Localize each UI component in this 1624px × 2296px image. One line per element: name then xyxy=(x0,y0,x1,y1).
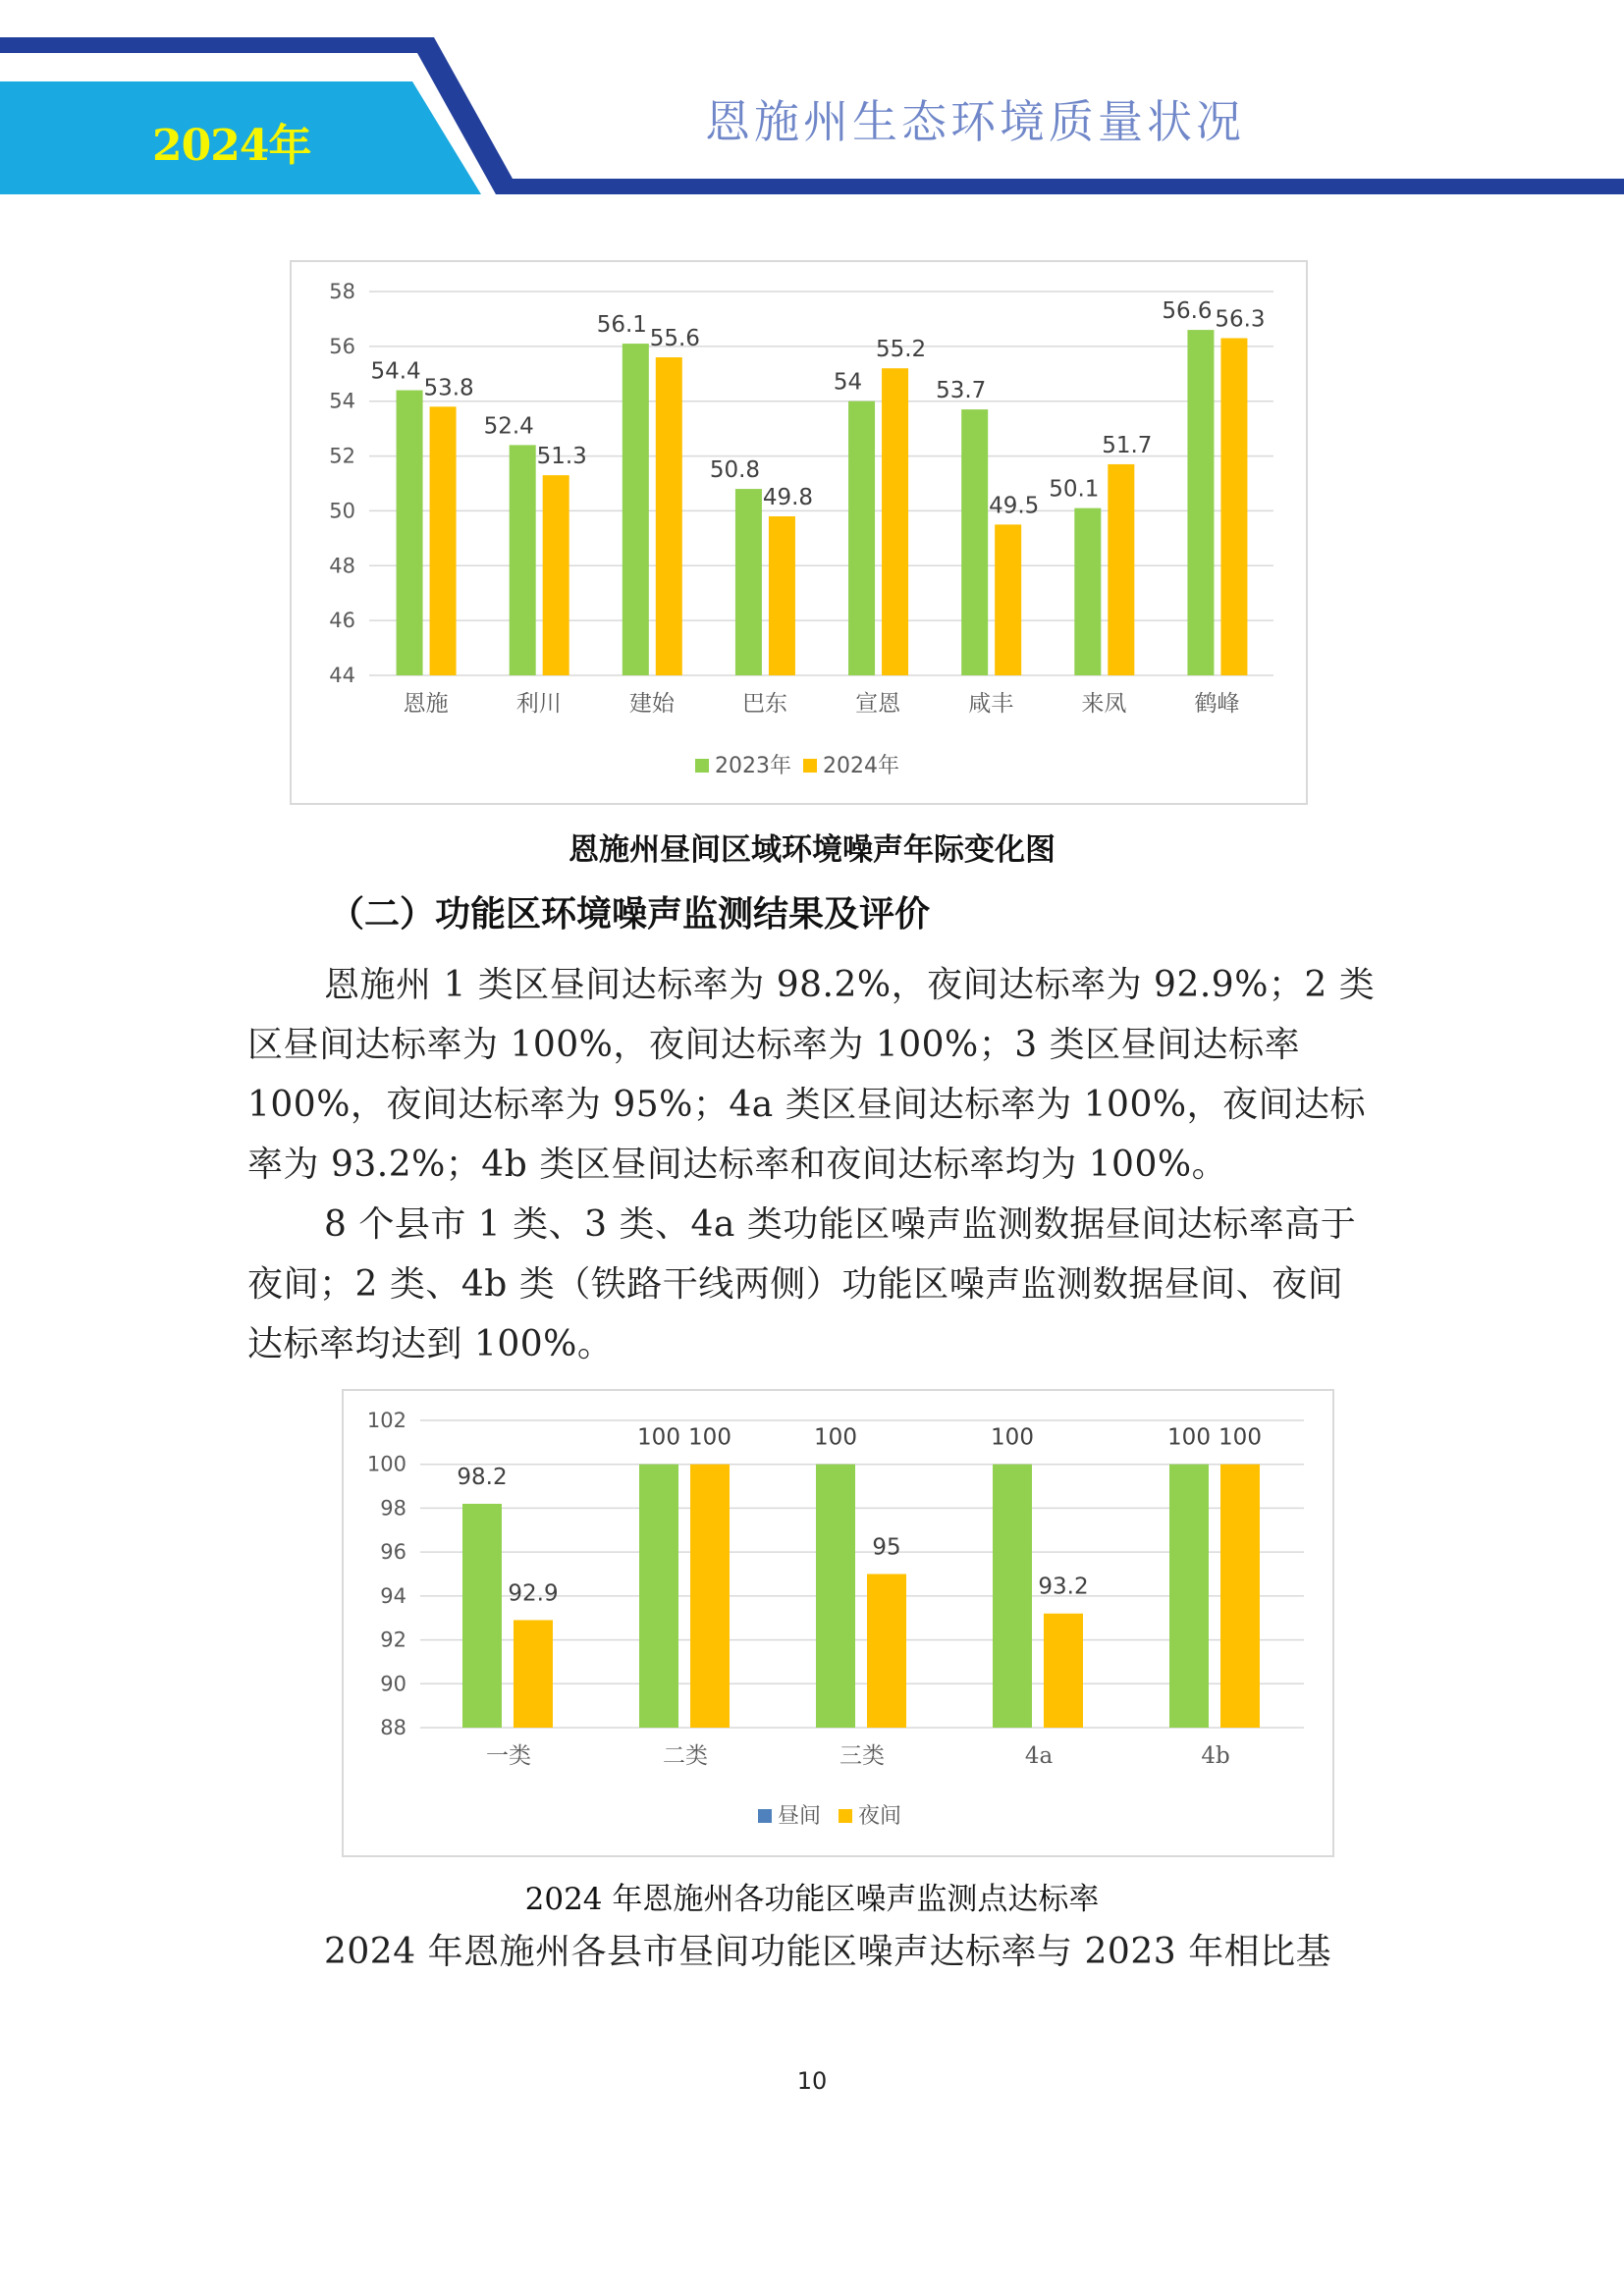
data-label: 51.7 xyxy=(1102,432,1153,458)
data-label: 56.3 xyxy=(1215,306,1266,333)
data-label: 53.7 xyxy=(936,378,987,404)
data-label: 49.5 xyxy=(989,493,1040,519)
section-title: （二）功能区环境噪声监测结果及评价 xyxy=(329,894,931,934)
y-tick-label: 100 xyxy=(366,1452,406,1476)
x-category-label: 一类 xyxy=(486,1743,531,1769)
data-label: 100 xyxy=(991,1424,1034,1451)
data-label: 55.2 xyxy=(875,337,927,363)
y-tick-label: 88 xyxy=(380,1716,406,1739)
paragraph-2: 8 个县市 1 类、3 类、4a 类功能区噪声监测数据昼间达标率高于夜间；2 类、4b 类（铁路干线两侧）功能区噪声监测数据昼间、夜间达标率均达到 100%。 xyxy=(247,1204,1357,1364)
y-tick-label: 102 xyxy=(366,1409,406,1432)
bar-一类-夜间 xyxy=(514,1620,553,1728)
data-label: 100 xyxy=(1167,1424,1211,1451)
data-label: 95 xyxy=(872,1534,901,1561)
data-label: 56.1 xyxy=(596,312,647,339)
legend-label: 夜间 xyxy=(858,1804,902,1829)
x-category-label: 恩施 xyxy=(403,691,449,717)
y-tick-label: 54 xyxy=(329,389,355,413)
bar-4b-夜间 xyxy=(1220,1465,1260,1728)
y-tick-label: 98 xyxy=(380,1496,406,1521)
x-category-label: 二类 xyxy=(663,1743,708,1769)
legend-label: 2024年 xyxy=(823,754,899,778)
header-year: 2024年 xyxy=(152,121,311,171)
x-category-label: 三类 xyxy=(839,1743,885,1769)
x-category-label: 建始 xyxy=(628,691,675,717)
data-label: 51.3 xyxy=(536,444,587,470)
x-category-label: 4b xyxy=(1201,1743,1230,1769)
data-label: 100 xyxy=(1218,1424,1262,1451)
x-category-label: 4a xyxy=(1024,1743,1054,1769)
y-tick-label: 46 xyxy=(329,609,355,633)
y-tick-label: 44 xyxy=(329,664,355,687)
y-tick-label: 56 xyxy=(329,334,355,358)
bar-4b-昼间 xyxy=(1169,1465,1209,1728)
chart-1-caption: 恩施州昼间区域环境噪声年际变化图 xyxy=(568,832,1056,868)
data-label: 92.9 xyxy=(508,1580,559,1607)
data-label: 56.6 xyxy=(1162,298,1213,325)
data-label: 55.6 xyxy=(649,326,700,352)
bar-4a-夜间 xyxy=(1044,1614,1083,1728)
data-label: 52.4 xyxy=(483,413,534,440)
legend-swatch-昼间 xyxy=(758,1809,772,1823)
x-category-label: 鹤峰 xyxy=(1194,691,1240,717)
y-tick-label: 92 xyxy=(380,1628,406,1652)
bar-4a-昼间 xyxy=(993,1465,1032,1728)
bar-二类-夜间 xyxy=(690,1465,730,1728)
data-label: 54.4 xyxy=(370,358,421,385)
legend-swatch-夜间 xyxy=(839,1809,852,1823)
data-label: 100 xyxy=(688,1424,731,1451)
data-label: 49.8 xyxy=(762,485,814,511)
data-label: 93.2 xyxy=(1038,1574,1089,1600)
y-tick-label: 48 xyxy=(329,554,355,578)
bar-三类-昼间 xyxy=(816,1465,855,1728)
paragraph-3: 2024 年恩施州各县市昼间功能区噪声达标率与 2023 年相比基 xyxy=(324,1932,1332,1972)
page-number: 10 xyxy=(796,2067,828,2095)
paragraph-1: 恩施州 1 类区昼间达标率为 98.2%，夜间达标率为 92.9%；2 类区昼间达标率为 100%，夜间达标率为 100%；3 类区昼间达标率 100%，夜间达标率为 95%；4a 类区昼间达标率为 100%，夜间达标率为 93.2%；4b 类区昼间达标率和夜间达标率均为 100%。 xyxy=(247,965,1376,1185)
x-category-label: 利川 xyxy=(515,691,562,717)
bar-三类-夜间 xyxy=(867,1575,906,1729)
data-label: 100 xyxy=(637,1424,680,1451)
bar-二类-昼间 xyxy=(639,1465,678,1728)
x-category-label: 巴东 xyxy=(741,691,787,717)
header-title: 恩施州生态环境质量状况 xyxy=(705,95,1245,148)
y-tick-label: 50 xyxy=(329,499,355,523)
x-category-label: 宣恩 xyxy=(855,691,901,717)
legend-label: 昼间 xyxy=(778,1804,822,1829)
x-category-label: 咸丰 xyxy=(968,691,1014,717)
data-label: 100 xyxy=(814,1424,857,1451)
y-tick-label: 90 xyxy=(380,1672,406,1696)
y-tick-label: 52 xyxy=(329,444,355,468)
y-tick-label: 94 xyxy=(380,1583,406,1608)
data-label: 50.1 xyxy=(1049,476,1100,503)
data-label: 53.8 xyxy=(423,375,474,401)
bar-一类-昼间 xyxy=(462,1504,502,1728)
data-label: 54 xyxy=(833,369,863,396)
legend-label: 2023年 xyxy=(715,754,791,778)
data-label: 98.2 xyxy=(457,1464,508,1490)
y-tick-label: 96 xyxy=(380,1540,406,1565)
data-label: 50.8 xyxy=(709,457,761,484)
chart-2-caption: 2024 年恩施州各功能区噪声监测点达标率 xyxy=(524,1882,1100,1917)
x-category-label: 来凤 xyxy=(1081,691,1127,717)
y-tick-label: 58 xyxy=(329,280,355,303)
